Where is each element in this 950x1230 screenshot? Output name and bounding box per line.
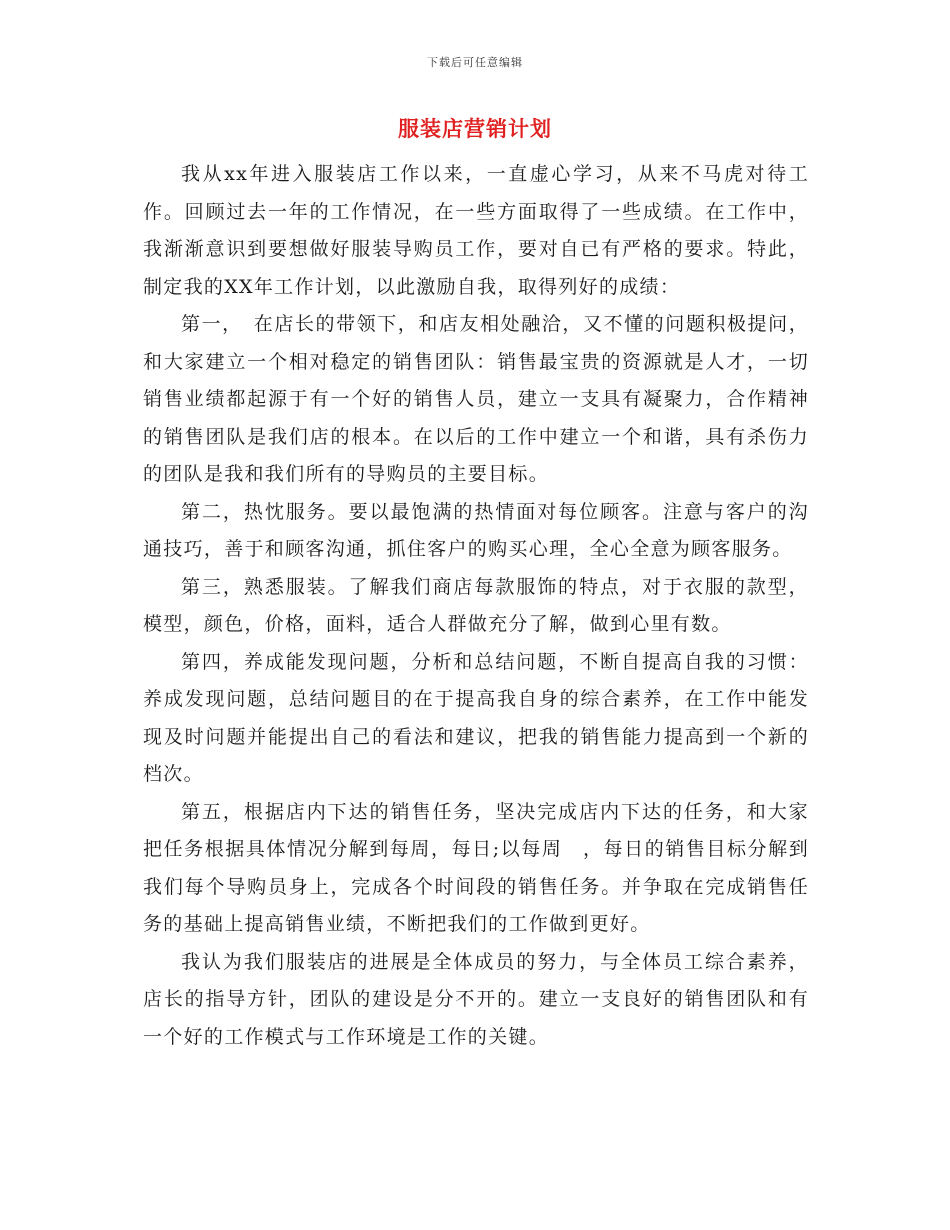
paragraph-fifth: 第五，根据店内下达的销售任务，坚决完成店内下达的任务，和大家把任务根据具体情况分解到每周，每日;以每周 ，每日的销售目标分解到我们每个导购员身上，完成各个时间段的销售任务。并争取在完成销售任务的基础上提高销售业绩，不断把我们的工作做到更好。 (143, 800, 809, 935)
paragraph-second: 第二，热忱服务。要以最饱满的热情面对每位顾客。注意与客户的沟通技巧，善于和顾客沟通，抓住客户的购买心理，全心全意为顾客服务。 (143, 500, 809, 560)
paragraph-first: 第一， 在店长的带领下，和店友相处融洽，又不懂的问题积极提问，和大家建立一个相对稳定的销售团队：销售最宝贵的资源就是人才，一切销售业绩都起源于有一个好的销售人员，建立一支具有凝聚力，合作精神的销售团队是我们店的根本。在以后的工作中建立一个和谐，具有杀伤力的团队是我和我们所有的导购员的主要目标。 (143, 313, 809, 485)
paragraph-fourth: 第四，养成能发现问题，分析和总结问题，不断自提高自我的习惯：养成发现问题，总结问题目的在于提高我自身的综合素养，在工作中能发现及时问题并能提出自己的看法和建议，把我的销售能力提高到一个新的档次。 (143, 650, 809, 785)
document-title: 服装店营销计划 (398, 116, 552, 141)
paragraph-intro: 我从xx年进入服装店工作以来，一直虚心学习，从来不马虎对待工作。回顾过去一年的工作情况，在一些方面取得了一些成绩。在工作中，我渐渐意识到要想做好服装导购员工作，要对自已有严格的要求。特此，制定我的XX年工作计划，以此激励自我，取得列好的成绩： (143, 163, 809, 298)
paragraph-conclusion: 我认为我们服装店的进展是全体成员的努力，与全体员工综合素养，店长的指导方针，团队的建设是分不开的。建立一支良好的销售团队和有一个好的工作模式与工作环境是工作的关键。 (143, 950, 809, 1048)
download-note: 下载后可任意编辑 (427, 56, 523, 69)
document-body (143, 156, 809, 1056)
paragraph-third: 第三，熟悉服装。了解我们商店每款服饰的特点，对于衣服的款型，模型，颜色，价格，面料，适合人群做充分了解，做到心里有数。 (143, 575, 809, 635)
